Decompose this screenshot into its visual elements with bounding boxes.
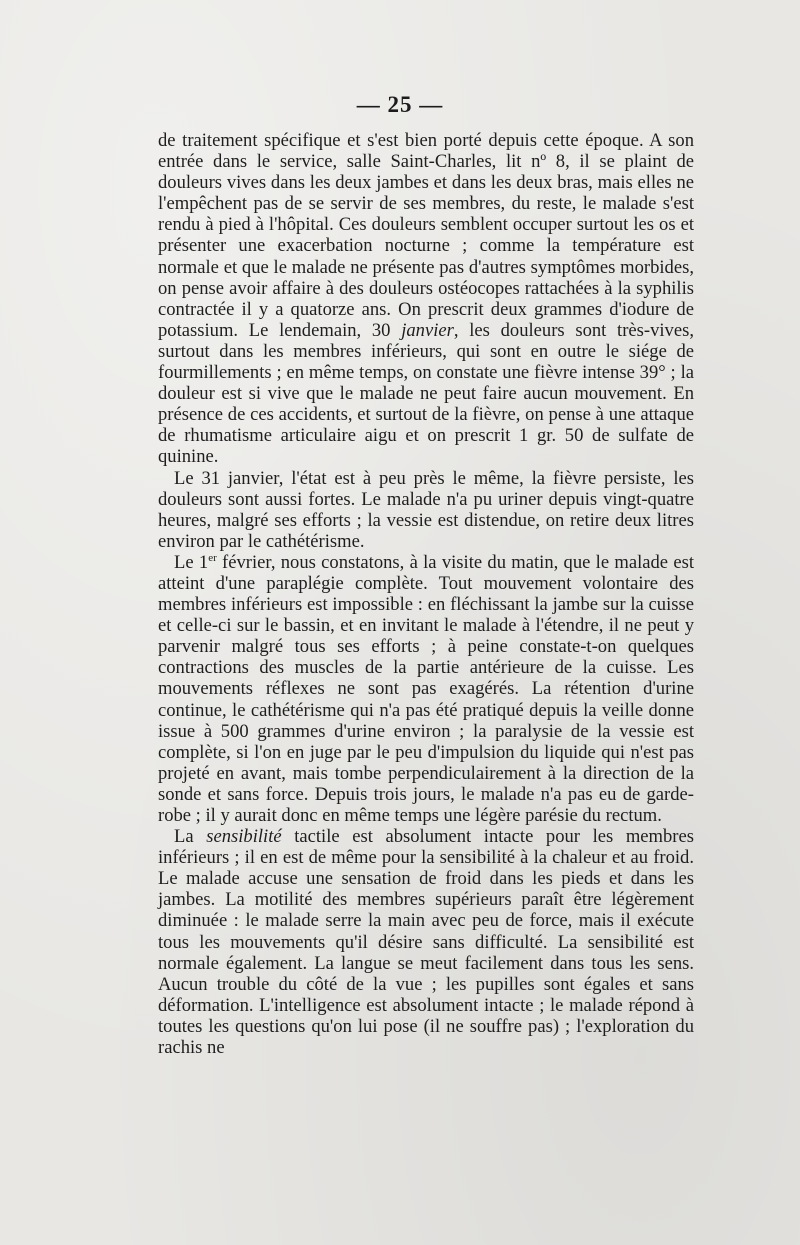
paragraph-4-start: La	[174, 826, 194, 848]
paragraph-1-text: de traitement spécifique et s'est bien porté depuis cette époque. A son entrée dans le service, salle Saint-Charles, lit nº 8, il se plaint de douleurs vives dans les deux jambes et dans les deux bras, mais elles ne l'empêchent pas de se servir de ses membres, du reste, le malade s'est rendu à pied à l'hôpital. Ces douleurs semblent occuper surtout les os et présenter une exacerbation nocturne ; comme la température est normale et que le malade ne présente pas d'autres symptômes morbides, on pense avoir affaire à des douleurs ostéocopes rattachées à la syphilis contractée il y a quatorze ans. On prescrit deux grammes d'iodure de potassium. Le lendemain, 30	[158, 130, 694, 341]
paragraph-1-rest: , les douleurs sont très-vives, surtout dans les membres inférieurs, qui sont en outre le siége de fourmillements ; en même temps, on constate une fièvre intense 39° ; la douleur est si vive que le malade ne peut faire aucun mouvement. En présence de ces accidents, et surtout de la fièvre, on pense à une attaque de rhumatisme articulaire aigu et on prescrit 1 gr. 50 de sulfate de quinine.	[158, 319, 694, 468]
page-number: — 25 —	[356, 92, 444, 117]
paragraph-3-start: Le 1	[174, 551, 209, 573]
paragraph-2: Le 31 janvier, l'état est à peu près le même, la fièvre persiste, les douleurs sont aussi fortes. Le malade n'a pu uriner depuis vingt-quatre heures, malgré ses efforts ; la vessie est distendue, on retire deux litres environ par le cathétérisme.	[158, 467, 694, 552]
paragraph-3-superscript: er	[208, 551, 217, 564]
paragraph-4	[158, 826, 694, 1058]
paragraph-1-italic: janvier	[401, 319, 454, 341]
paragraph-1	[158, 130, 694, 468]
body-text	[158, 130, 694, 1058]
paragraph-4-rest: tactile est absolument intacte pour les membres inférieurs ; il en est de même pour la sensibilité à la chaleur et au froid. Le malade accuse une sensation de froid dans les pieds et dans les jambes. La motilité des membres supérieurs paraît être légèrement diminuée : le malade serre la main avec peu de force, mais il exécute tous les mouvements qu'il désire sans difficulté. La sensibilité est normale également. La langue se meut facilement dans tous les sens. Aucun trouble du côté de la vue ; les pupilles sont égales et sans déformation. L'intelligence est absolument intacte ; le malade répond à toutes les questions qu'on lui pose (il ne souffre pas) ; l'exploration du rachis ne	[158, 826, 694, 1059]
paragraph-3-rest: février, nous constatons, à la visite du matin, que le malade est atteint d'une paraplégie complète. Tout mouvement volontaire des membres inférieurs est impossible : en fléchissant la jambe sur la cuisse et celle-ci sur le bassin, et en invitant le malade à l'étendre, il ne peut y parvenir malgré tous ses efforts ; à peine constate-t-on quelques contractions des muscles de la partie antérieure de la cuisse. Les mouvements réflexes ne sont pas exagérés. La rétention d'urine continue, le cathétérisme qui n'a pas été pratiqué depuis la veille donne issue à 500 grammes d'urine environ ; la paralysie de la vessie est complète, si l'on en juge par le peu d'impulsion du liquide qui n'est pas projeté en avant, mais tombe perpendiculairement à la direction de la sonde et sans force. Depuis trois jours, le malade n'a pas eu de garde-robe ; il y aurait donc en même temps une légère parésie du rectum.	[158, 551, 694, 826]
paragraph-4-italic: sensibilité	[206, 826, 282, 848]
paragraph-3	[158, 552, 694, 826]
